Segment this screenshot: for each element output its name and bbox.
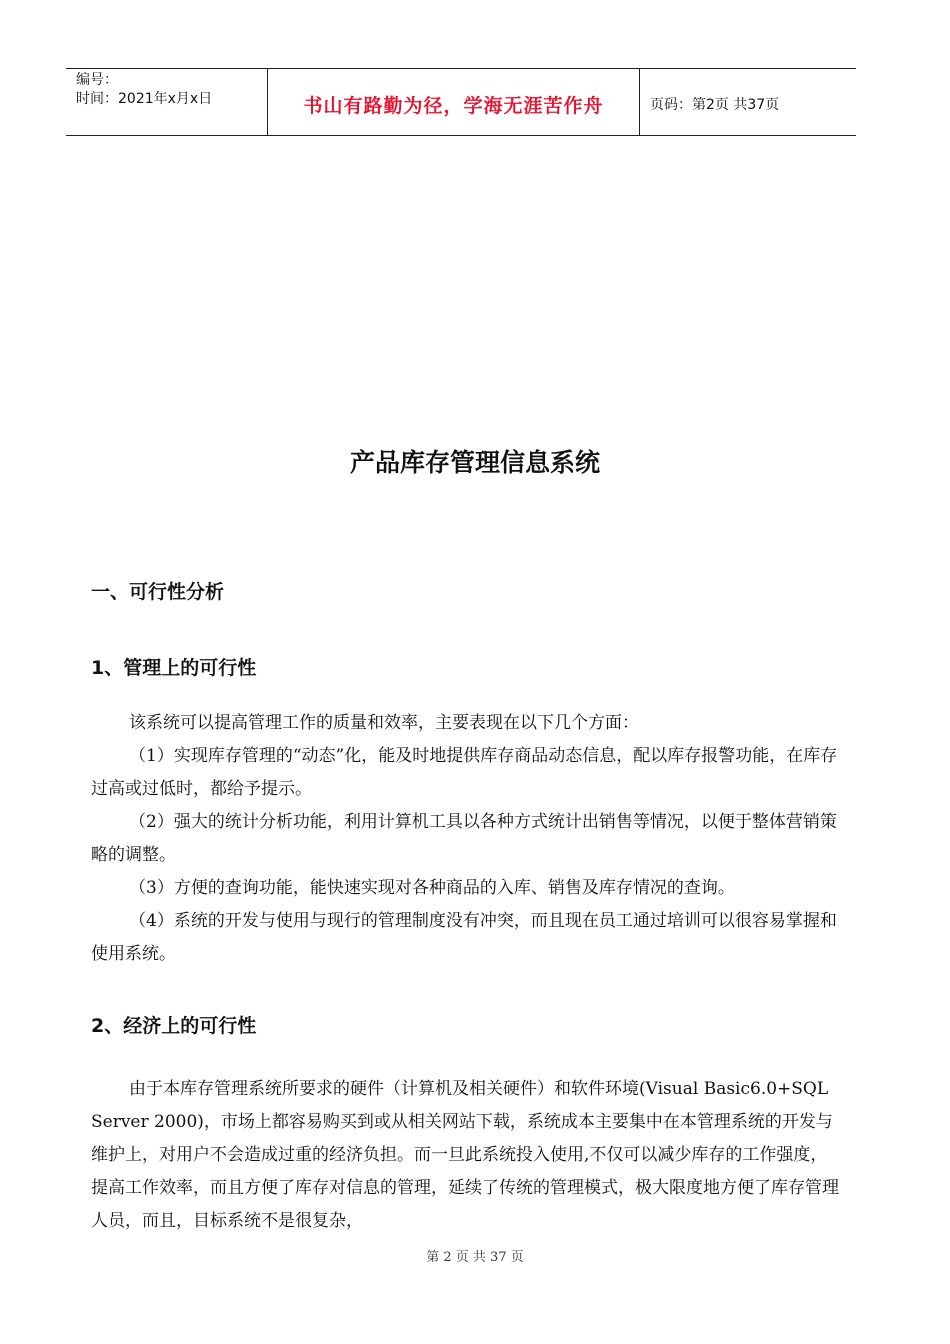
page-footer: 第 2 页 共 37 页: [426, 1250, 524, 1265]
paragraph: （4）系统的开发与使用与现行的管理制度没有冲突，而且现在员工通过培训可以很容易掌握和使用系统。: [91, 911, 837, 964]
paragraph: （1）实现库存管理的“动态”化，能及时地提供库存商品动态信息，配以库存报警功能，在库存过高或过低时，都给予提示。: [91, 746, 838, 799]
economic-body: [91, 1073, 841, 1238]
paragraph: （2）强大的统计分析功能，利用计算机工具以各种方式统计出销售等情况，以便于整体营销策略的调整。: [91, 812, 837, 865]
header-number-label: 编号：: [76, 72, 118, 88]
section-heading-feasibility: 一、可行性分析: [91, 581, 225, 603]
paragraph: 该系统可以提高管理工作的质量和效率，主要表现在以下几个方面：: [129, 713, 639, 733]
section-heading-economic: 2、经济上的可行性: [91, 1015, 257, 1037]
header-motto: 书山有路勤为径，学海无涯苦作舟: [303, 95, 604, 117]
header-time-label: 时间：2021年x月x日: [76, 91, 213, 107]
document-title: 产品库存管理信息系统: [349, 448, 600, 477]
section-heading-management: 1、管理上的可行性: [91, 657, 257, 679]
header-divider: [639, 69, 640, 135]
management-body: [91, 707, 841, 971]
page-header: [66, 68, 856, 136]
paragraph: 由于本库存管理系统所要求的硬件（计算机及相关硬件）和软件环境(Visual Basic6.0+SQL Server 2000)，市场上都容易购买到或从相关网站下载，系统成本主要集中在本管理系统的开发与维护上，对用户不会造成过重的经济负担。而一旦此系统投入使用,不仅可以减少库存的工作强度，提高工作效率，而且方便了库存对信息的管理，延续了传统的管理模式，极大限度地方便了库存管理人员，而且，目标系统不是很复杂，: [91, 1079, 839, 1231]
paragraph: （3）方便的查询功能，能快速实现对各种商品的入库、销售及库存情况的查询。: [129, 878, 735, 898]
header-meta: [76, 71, 212, 109]
header-page-info: 页码：第2页 共37页: [650, 97, 780, 113]
